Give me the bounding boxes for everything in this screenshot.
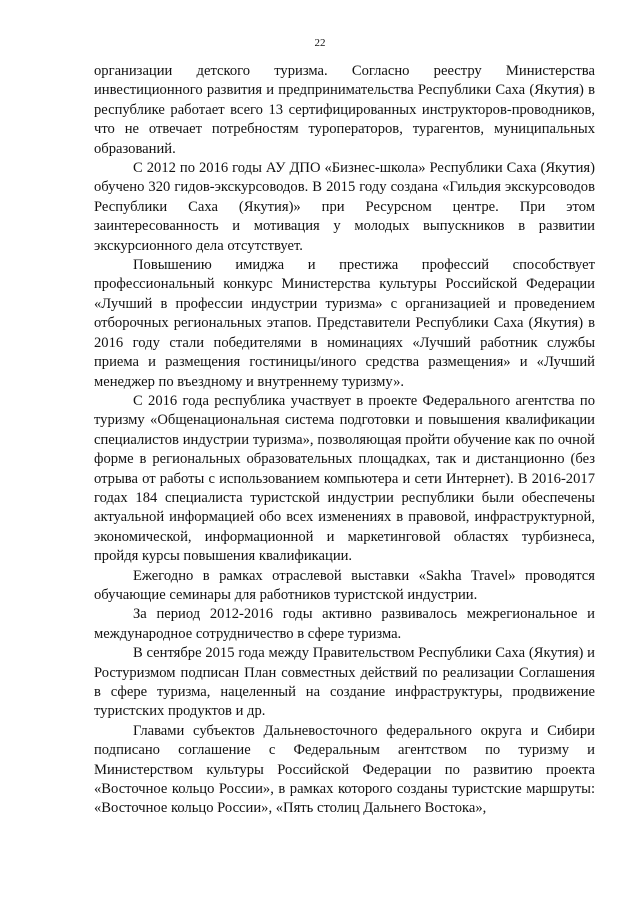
paragraph: Главами субъектов Дальневосточного федерального округа и Сибири подписано соглашение с Федеральным агентством по туризму и Министерством культуры Российской Федерации по развитию проекта «Восточное кольцо России», в рамках которого созданы туристские маршруты: «Восточное кольцо России», «Пять столиц Дальнего Востока»,: [94, 722, 595, 817]
page-number: 22: [314, 37, 326, 49]
paragraph: За период 2012-2016 годы активно развивалось межрегиональное и международное сотрудничество в сфере туризма.: [94, 606, 595, 642]
body-text: [94, 62, 595, 819]
paragraph-continued: организации детского туризма. Согласно реестру Министерства инвестиционного развития и предпринимательства Республики Саха (Якутия) в республике работает всего 13 сертифицированных инструкторов-проводников, что не отвечает потребностям туроператоров, турагентов, муниципальных образований.: [94, 63, 595, 157]
paragraph: С 2012 по 2016 годы АУ ДПО «Бизнес-школа» Республики Саха (Якутия) обучено 320 гидов-экскурсоводов. В 2015 году создана «Гильдия экскурсоводов Республики Саха (Якутия)» при Ресурсном центре. При этом заинтересованность и мотивация у молодых выпускников в развитии экскурсионного дела отсутствует.: [94, 160, 595, 254]
paragraph: В сентябре 2015 года между Правительством Республики Саха (Якутия) и Ростуризмом подписан План совместных действий по реализации Соглашения в сфере туризма, нацеленный на создание инфраструктуры, продвижение туристских продуктов и др.: [94, 645, 595, 720]
paragraph: Повышению имиджа и престижа профессий способствует профессиональный конкурс Министерства культуры Российской Федерации «Лучший в профессии индустрии туризма» с организацией и проведением отборочных региональных этапов. Представители Республики Саха (Якутия) в 2016 году стали победителями в номинациях «Лучший работник службы приема и размещения гостиницы/иного средства размещения» и «Лучший менеджер по въездному и внутреннему туризму».: [94, 257, 595, 390]
paragraph: С 2016 года республика участвует в проекте Федерального агентства по туризму «Общенациональная система подготовки и повышения квалификации специалистов индустрии туризма», позволяющая пройти обучение как по очной форме в региональных образовательных площадках, так и дистанционно (без отрыва от работы с использованием компьютера и сети Интернет). В 2016-2017 годах 184 специалиста туристской индустрии республики были обеспечены актуальной информацией обо всех изменениях в правовой, инфраструктурной, экономической, информационной и маркетинговой областях турбизнеса, пройдя курсы повышения квалификации.: [94, 392, 595, 565]
paragraph: Ежегодно в рамках отраслевой выставки «Sakha Travel» проводятся обучающие семинары для работников туристской индустрии.: [94, 567, 595, 603]
